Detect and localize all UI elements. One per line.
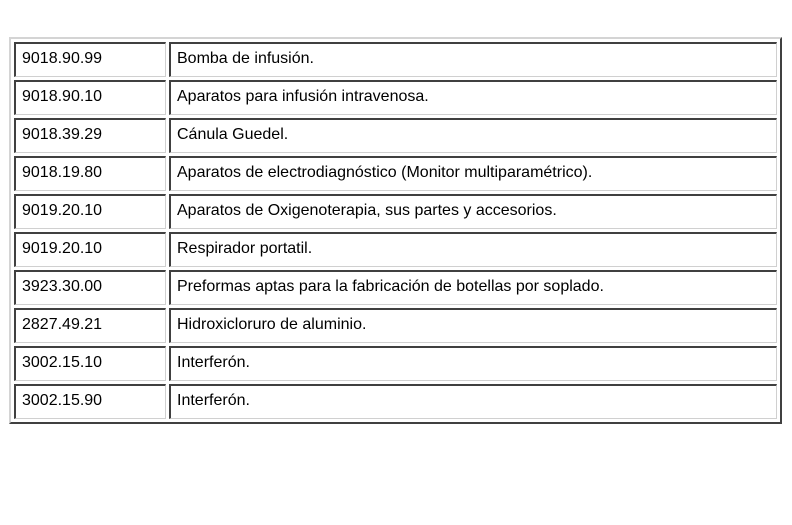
description-cell: Interferón. xyxy=(169,384,777,419)
tariff-code-cell: 2827.49.21 xyxy=(14,308,166,343)
description-cell: Aparatos para infusión intravenosa. xyxy=(169,80,777,115)
tariff-code-cell: 9018.90.10 xyxy=(14,80,166,115)
tariff-code-cell: 9018.19.80 xyxy=(14,156,166,191)
tariff-code-cell: 9019.20.10 xyxy=(14,194,166,229)
tariff-code-cell: 9018.39.29 xyxy=(14,118,166,153)
description-cell: Interferón. xyxy=(169,346,777,381)
description-cell: Bomba de infusión. xyxy=(169,42,777,77)
tariff-code-cell: 3002.15.10 xyxy=(14,346,166,381)
description-cell: Preformas aptas para la fabricación de botellas por soplado. xyxy=(169,270,777,305)
table-row xyxy=(14,118,777,153)
description-cell: Respirador portatil. xyxy=(169,232,777,267)
table-row xyxy=(14,42,777,77)
description-cell: Hidroxicloruro de aluminio. xyxy=(169,308,777,343)
table-row xyxy=(14,270,777,305)
tariff-code-cell: 3002.15.90 xyxy=(14,384,166,419)
tariff-code-table xyxy=(9,37,782,424)
table-row xyxy=(14,232,777,267)
description-cell: Cánula Guedel. xyxy=(169,118,777,153)
tariff-code-cell: 9019.20.10 xyxy=(14,232,166,267)
table-row xyxy=(14,156,777,191)
tariff-code-cell: 9018.90.99 xyxy=(14,42,166,77)
tariff-code-cell: 3923.30.00 xyxy=(14,270,166,305)
table-row xyxy=(14,80,777,115)
table-row xyxy=(14,308,777,343)
table-row xyxy=(14,384,777,419)
description-cell: Aparatos de electrodiagnóstico (Monitor multiparamétrico). xyxy=(169,156,777,191)
description-cell: Aparatos de Oxigenoterapia, sus partes y accesorios. xyxy=(169,194,777,229)
table-row xyxy=(14,346,777,381)
table-row xyxy=(14,194,777,229)
